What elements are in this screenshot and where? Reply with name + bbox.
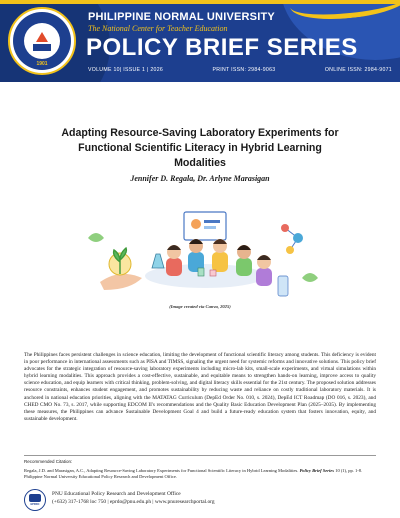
university-tagline: The National Center for Teacher Education	[88, 24, 228, 33]
hand-shape	[100, 274, 142, 290]
university-name: PHILIPPINE NORMAL UNIVERSITY	[88, 11, 275, 23]
beaker-icon-2	[210, 270, 216, 276]
beaker-icon	[198, 268, 204, 276]
student-2	[188, 239, 204, 272]
eprdc-logo-icon	[24, 489, 46, 511]
authors: Jennifer D. Regala, Dr. Arlyne Marasigan	[130, 174, 270, 183]
illustration-caption: (Image created via Canva, 2025)	[169, 304, 231, 309]
flask-icon	[152, 254, 164, 268]
print-issn: PRINT ISSN: 2984-9063	[212, 67, 276, 73]
citation-series: Policy Brief Series	[299, 468, 335, 473]
citation-label: Recommended Citation:	[24, 459, 73, 464]
student-5	[256, 255, 272, 286]
footer-contact[interactable]: (+632) 317-1768 loc 750 | eprdo@pnu.edu.ph | www.pnuresearchportal.org	[52, 499, 215, 505]
leaf-icon	[88, 233, 104, 242]
leaf-icon-2	[302, 273, 318, 282]
torch-icon	[36, 32, 48, 42]
series-title: POLICY BRIEF SERIES	[86, 34, 358, 61]
book-icon	[33, 44, 51, 51]
student-1	[166, 245, 182, 276]
footer-office: PNU Educational Policy Research and Development Office	[52, 491, 181, 497]
recommended-citation	[24, 468, 376, 480]
student-3	[212, 239, 228, 272]
banner-stripe	[0, 0, 400, 4]
title-line-3: Modalities	[174, 157, 226, 169]
abstract-text: The Philippines faces persistent challenges in science education, limiting the development of functional scientific literacy among students. This deficiency is evident in poor performance in international assessments such as PISA and TIMSS, signaling the urgent need for systemic reforms and innovative solutions. This policy brief advocates for the strategic integration of resource-saving laboratory experiments including micro-lab kits, small-scale experiments, and virtual simulations within hybrid learning modalities. This approach provides a cost-effective, sustainable, and equitable means to strengthen hands-on learning, improve access to quality science education, and equip learners with critical thinking, problem-solving, and digital literacy skills essential for the 21st century. The proposed solution addresses resource constraints, enhances student engagement, and promotes sustainability by reducing waste and reliance on costly traditional laboratory materials. It is anchored in national education priorities, aligning with the MATATAG Curriculum (DepEd Order No. 010, s. 2024), DepEd ICT Roadmap (DO 016, s. 2023), and CHED CMO No. 73, s. 2017, while supporting EDCOM II's recommendations and the Quality Basic Education Development Plan (2025–2035). By implementing these measures, the Philippines can advance Sustainable Development Goal 4 and build a future-ready education system that fosters innovation, equity, and sustainable development.	[24, 352, 376, 422]
volume-issue: VOLUME 10| ISSUE 1 | 2026	[88, 67, 164, 73]
citation-divider	[24, 455, 376, 456]
logo-mark	[29, 494, 41, 502]
header-banner	[0, 0, 400, 82]
seal-ring	[13, 12, 71, 70]
illustration-svg	[80, 198, 320, 302]
seal-inner	[24, 23, 60, 59]
molecule-icon	[281, 224, 303, 254]
seal-year: 1901	[36, 61, 48, 67]
issue-meta-row	[88, 67, 392, 73]
citation-rest: 10 (1), pp. 1-8. Philippine Normal University Educational Policy Research and Development Office.	[24, 468, 363, 479]
online-issn: ONLINE ISSN: 2984-9071	[324, 67, 392, 73]
document-title	[30, 126, 370, 171]
title-line-2: Functional Scientific Literacy in Hybrid Learning	[78, 142, 322, 154]
student-4	[236, 245, 252, 276]
screen-graphic-1	[191, 219, 201, 229]
logo-text: EPRDC	[30, 503, 40, 506]
university-seal-icon	[8, 7, 76, 75]
screen-graphic-3	[204, 226, 216, 229]
screen-graphic-2	[204, 220, 220, 223]
cylinder-icon	[278, 276, 288, 296]
cover-illustration	[80, 198, 320, 302]
title-line-1: Adapting Resource-Saving Laboratory Experiments for	[61, 127, 339, 139]
citation-text: Regala, J.D. and Marasigan, A.C., Adapting Resource-Saving Laboratory Experiments for Functional Scientific Literacy in Hybrid Learning Modalities.	[24, 468, 300, 473]
